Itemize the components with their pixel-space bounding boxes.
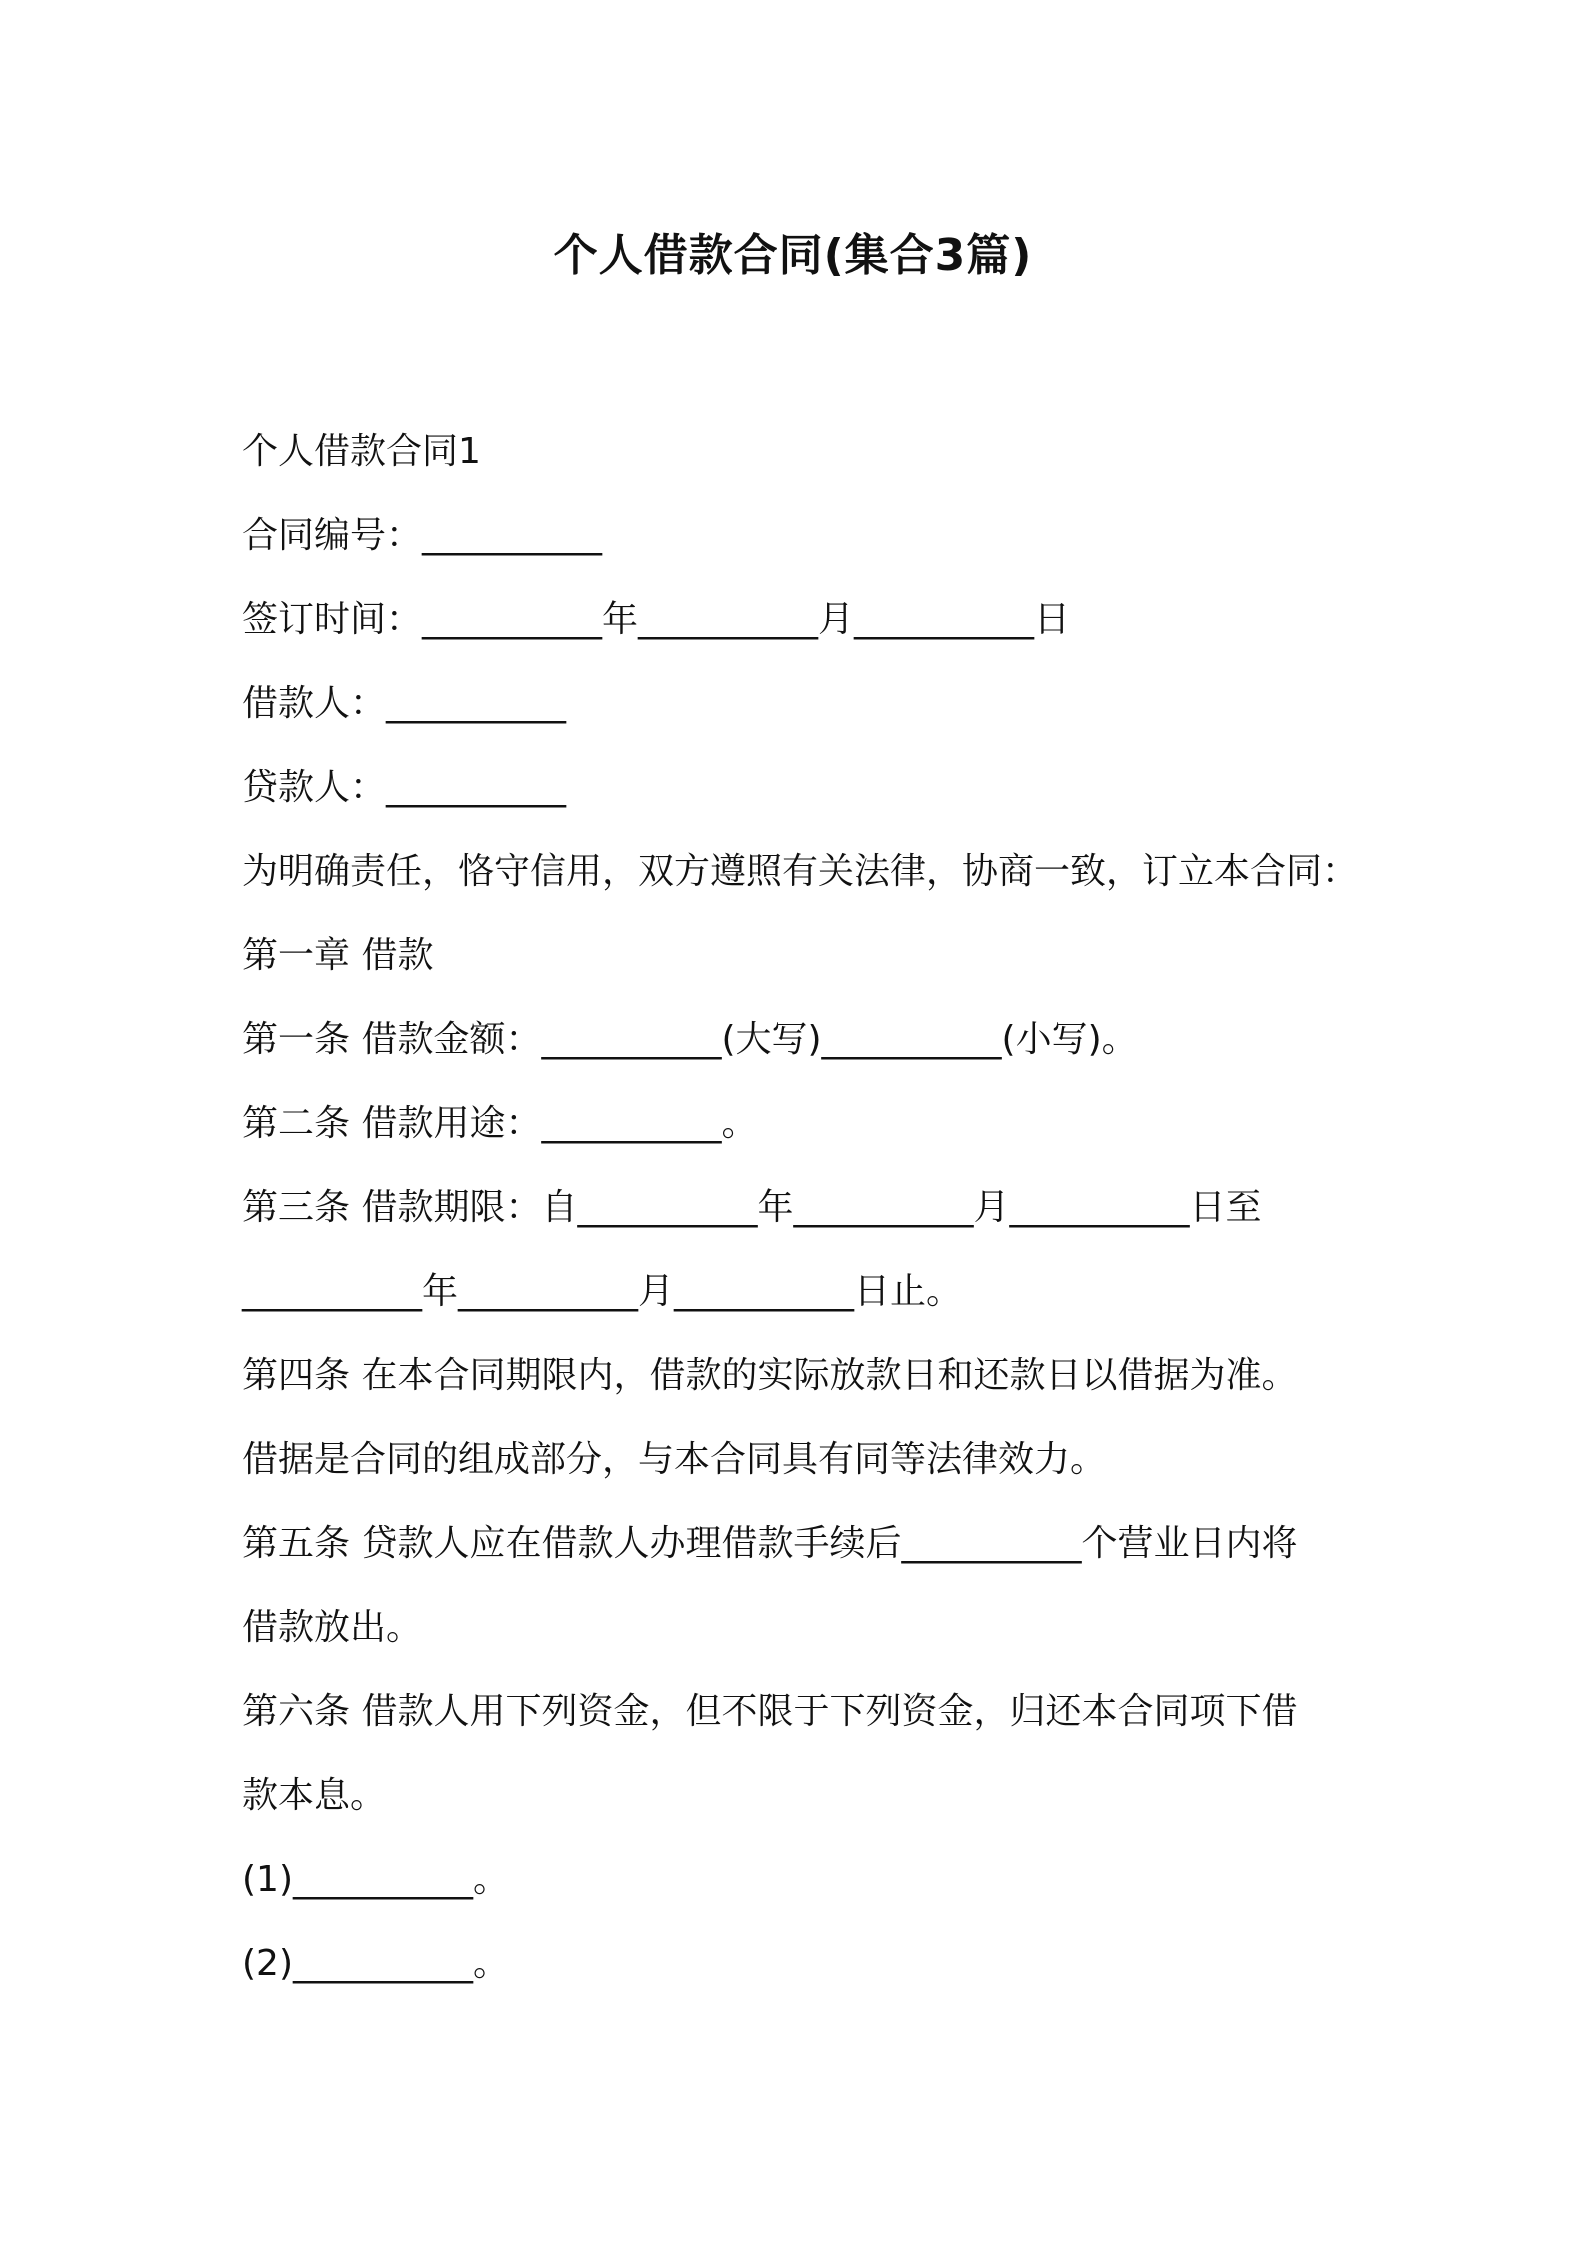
article-4: 第四条 在本合同期限内，借款的实际放款日和还款日以借据为准。 — [242, 1355, 1298, 1396]
section-heading: 个人借款合同1 — [242, 431, 481, 472]
borrower-field: 借款人：__________ — [242, 683, 567, 724]
lender-field: 贷款人：__________ — [242, 767, 567, 808]
article-6: 第六条 借款人用下列资金，但不限于下列资金，归还本合同项下借 — [242, 1691, 1298, 1732]
article-4-continued: 借据是合同的组成部分，与本合同具有同等法律效力。 — [242, 1439, 1107, 1480]
chapter-heading: 第一章 借款 — [242, 935, 434, 976]
article-1: 第一条 借款金额：__________(大写)__________(小写)。 — [242, 1019, 1138, 1060]
document-title: 个人借款合同(集合3篇) — [553, 230, 1033, 281]
article-5-continued: 借款放出。 — [242, 1607, 423, 1648]
article-6-continued: 款本息。 — [242, 1775, 387, 1816]
preamble: 为明确责任，恪守信用，双方遵照有关法律，协商一致，订立本合同： — [242, 851, 1359, 892]
contract-number-field: 合同编号：__________ — [242, 515, 603, 556]
article-5: 第五条 贷款人应在借款人办理借款手续后__________个营业日内将 — [242, 1523, 1298, 1564]
signing-date-field: 签订时间：__________年__________月__________日 — [242, 599, 1071, 640]
article-3-continued: __________年__________月__________日止。 — [242, 1271, 963, 1312]
list-item: (1)__________。 — [242, 1859, 509, 1900]
article-3: 第三条 借款期限：自__________年__________月__________日至 — [242, 1187, 1262, 1228]
list-item: (2)__________。 — [242, 1943, 509, 1984]
article-2: 第二条 借款用途：__________。 — [242, 1103, 758, 1144]
document-body — [242, 410, 1362, 2006]
